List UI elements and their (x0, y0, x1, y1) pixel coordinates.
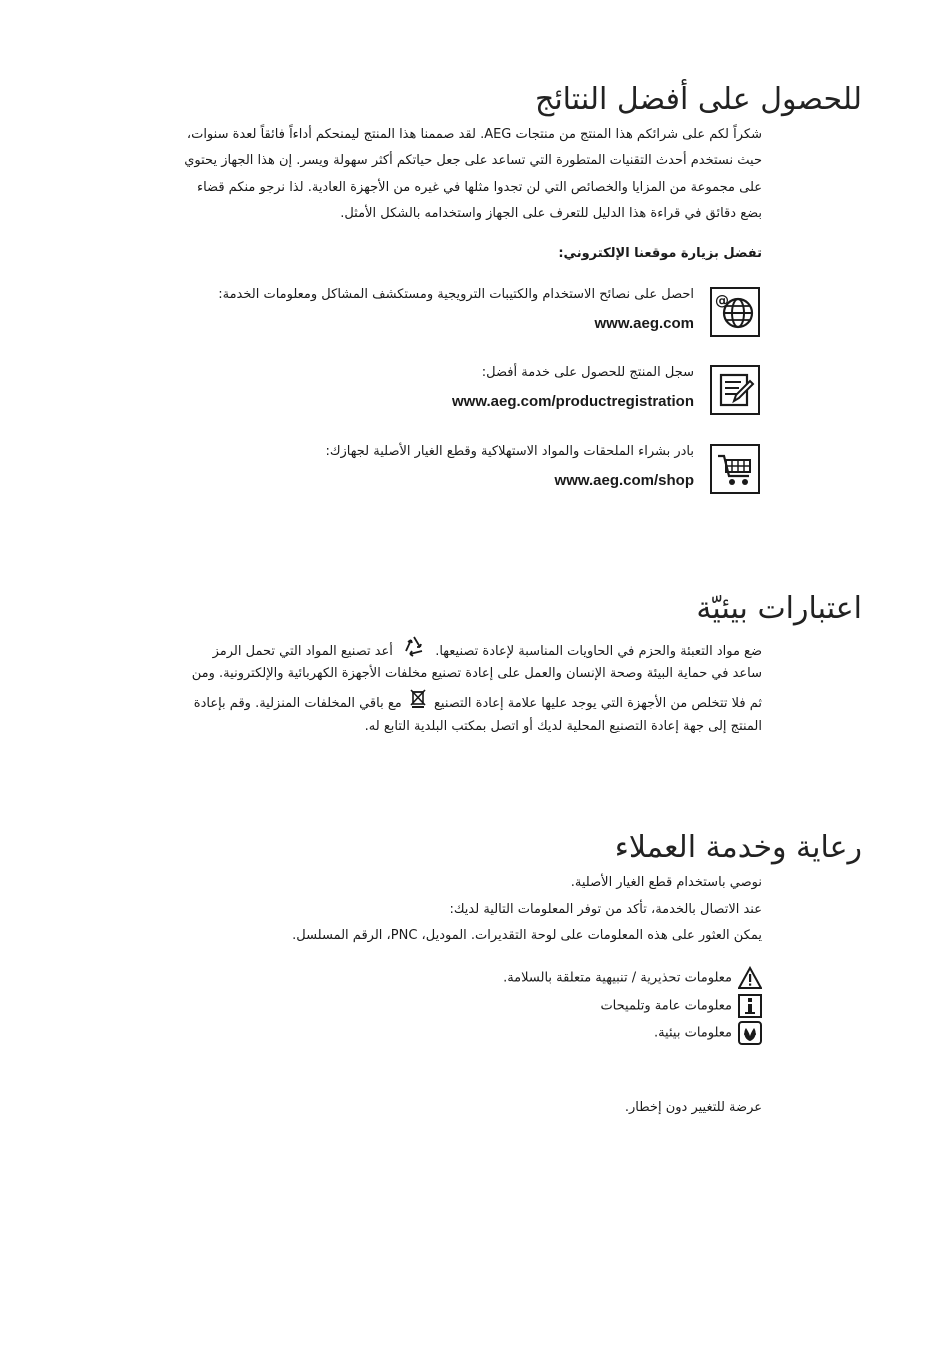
environment-text: ثم فلا تتخلص من الأجهزة التي يوجد عليها علامة إعادة التصنيع (434, 695, 762, 711)
registration-form-icon (710, 365, 760, 415)
intro-line: حيث نستخدم أحدث التقنيات المتطورة التي تساعد على جعل حياتكم أكثر سهولة ويسر. إن هذا الجهاز يحتوي (184, 153, 762, 169)
environment-line: المنتج إلى جهة إعادة التصنيع المحلية لديك أو اتصل بمكتب البلدية التابع له. (364, 719, 762, 735)
legend-text: معلومات بيئية. (653, 1025, 732, 1041)
change-notice: عرضة للتغيير دون إخطار. (624, 1100, 762, 1115)
visit-website-label: تفضل بزيارة موقعنا الإلكتروني: (558, 246, 762, 261)
legend-item-warning (503, 966, 762, 990)
warning-triangle-icon (738, 966, 762, 990)
environment-paragraph (152, 634, 762, 741)
intro-line: شكراً لكم على شرائكم هذا المنتج من منتجات AEG. لقد صممنا هذا المنتج ليمنحكم أداءاً فائقاً لعدة سنوات، (186, 127, 762, 142)
web-link-row-support (190, 287, 760, 343)
web-link-description: احصل على نصائح الاستخدام والكتيبات الترويجية ومستكشف المشاكل ومعلومات الخدمة: (218, 287, 694, 302)
web-link-row-registration (190, 365, 760, 421)
info-icon (738, 994, 762, 1018)
shopping-cart-icon (710, 444, 760, 494)
section-title-customer-care: رعاية وخدمة العملاء (614, 830, 862, 865)
intro-paragraph (162, 122, 762, 227)
svg-text:@: @ (715, 293, 729, 309)
web-link-row-shop (190, 444, 760, 500)
web-link-url[interactable]: www.aeg.com/shop (554, 472, 694, 489)
legend-text: معلومات تحذيرية / تنبيهية متعلقة بالسلامة. (503, 970, 732, 986)
globe-icon (710, 287, 760, 337)
care-line: يمكن العثور على هذه المعلومات على لوحة التقديرات. الموديل، PNC، الرقم المسلسل. (292, 928, 762, 943)
environment-line: ساعد في حماية البيئة وصحة الإنسان والعمل على إعادة تصنيع مخلفات الأجهزة الكهربائية والإلكترونية. ومن (191, 665, 762, 681)
legend-text: معلومات عامة وتلميحات (600, 998, 732, 1014)
section-title-environment: اعتبارات بيئيّة (696, 591, 862, 626)
legend-item-info (600, 994, 762, 1018)
web-link-url[interactable]: www.aeg.com/productregistration (452, 393, 694, 410)
environment-line (152, 688, 762, 715)
care-line: نوصي باستخدام قطع الغيار الأصلية. (570, 875, 762, 890)
web-link-description: بادر بشراء الملحقات والمواد الاستهلاكية وقطع الغيار الأصلية لجهازك: (325, 444, 694, 459)
environment-text: أعد تصنيع المواد التي تحمل الرمز (212, 643, 393, 659)
section-title-best-results: للحصول على أفضل النتائج (534, 82, 862, 117)
web-link-url[interactable]: www.aeg.com (594, 315, 694, 332)
legend-item-environment (654, 1021, 762, 1045)
intro-line: على مجموعة من المزايا والخصائص التي لن تجدوا مثلها في غيره من الأجهزة العادية. لذا نرجو منكم قضاء (196, 179, 762, 195)
customer-care-paragraph (242, 870, 762, 950)
environment-line (152, 634, 762, 661)
intro-line: بضع دقائق في قراءة هذا الدليل للتعرف على الجهاز واستخدامه بالشكل الأمثل. (340, 205, 762, 221)
environment-text: ضع مواد التعبئة والحزم في الحاويات المناسبة لإعادة تصنيعها. (435, 643, 762, 659)
environment-text: مع باقي المخلفات المنزلية. وقم بإعادة (193, 695, 402, 711)
care-line: عند الاتصال بالخدمة، تأكد من توفر المعلومات التالية لديك: (449, 901, 762, 917)
environment-leaf-icon (738, 1021, 762, 1045)
web-link-description: سجل المنتج للحصول على خدمة أفضل: (481, 365, 694, 380)
